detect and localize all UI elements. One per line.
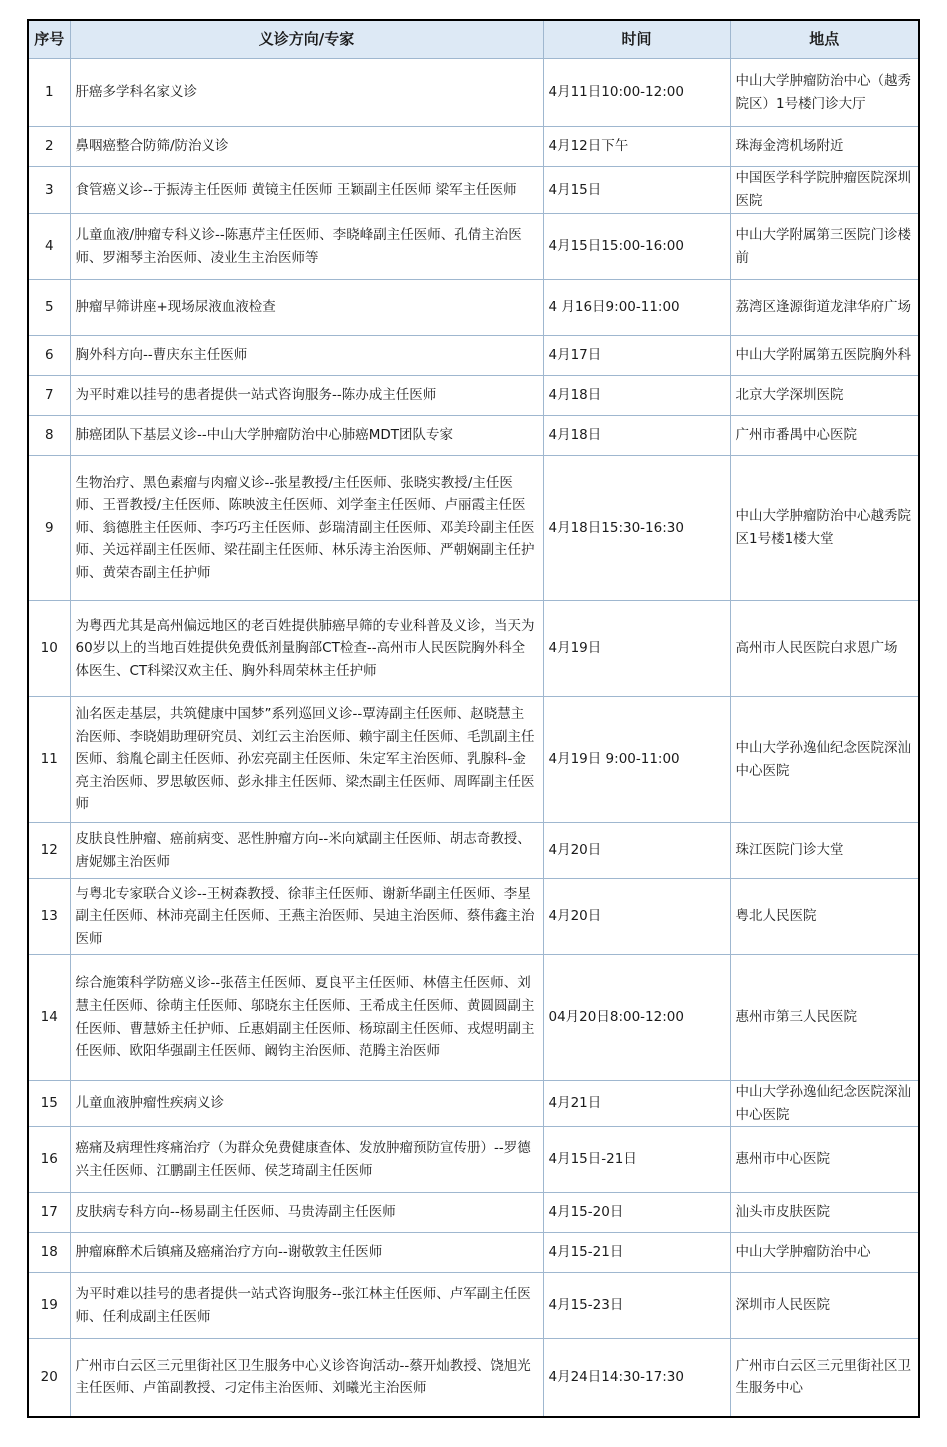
row-direction: 皮肤良性肿瘤、癌前病变、恶性肿瘤方向--米向斌副主任医师、胡志奇教授、唐妮娜主治医师 [70,823,543,879]
row-place: 珠江医院门诊大堂 [730,823,919,879]
row-time: 4月24日14:30-17:30 [543,1339,730,1417]
table-row [28,336,919,376]
row-number: 1 [28,59,70,127]
header-row [28,20,919,59]
row-place: 中山大学肿瘤防治中心越秀院区1号楼1楼大堂 [730,456,919,601]
table-row [28,879,919,955]
row-number: 2 [28,127,70,167]
row-direction: 肺癌团队下基层义诊--中山大学肿瘤防治中心肺癌MDT团队专家 [70,416,543,456]
row-direction: 癌痛及病理性疼痛治疗（为群众免费健康查体、发放肿瘤预防宣传册）--罗德兴主任医师、江鹏副主任医师、侯芝琦副主任医师 [70,1127,543,1193]
row-number: 17 [28,1193,70,1233]
header-no: 序号 [28,20,70,59]
row-direction: 为平时难以挂号的患者提供一站式咨询服务--张江林主任医师、卢军副主任医师、任利成副主任医师 [70,1273,543,1339]
row-direction: 为粤西尤其是高州偏远地区的老百姓提供肺癌早筛的专业科普及义诊，当天为60岁以上的当地百姓提供免费低剂量胸部CT检查--高州市人民医院胸外科全体医生、CT科梁汉欢主任、胸外科周荣林主任护师 [70,601,543,697]
row-direction: 肝癌多学科名家义诊 [70,59,543,127]
table-row [28,376,919,416]
table-row [28,1273,919,1339]
row-direction: 鼻咽癌整合防筛/防治义诊 [70,127,543,167]
row-direction: 广州市白云区三元里街社区卫生服务中心义诊咨询活动--蔡开灿教授、饶旭光主任医师、卢笛副教授、刁定伟主治医师、刘曦光主治医师 [70,1339,543,1417]
row-direction: 肿瘤早筛讲座+现场尿液血液检查 [70,280,543,336]
row-number: 10 [28,601,70,697]
table-row [28,601,919,697]
row-number: 9 [28,456,70,601]
table-row [28,823,919,879]
row-number: 20 [28,1339,70,1417]
row-place: 中山大学肿瘤防治中心（越秀院区）1号楼门诊大厅 [730,59,919,127]
row-number: 13 [28,879,70,955]
row-time: 4月19日 [543,601,730,697]
table-row [28,416,919,456]
row-time: 4月15日-21日 [543,1127,730,1193]
row-number: 5 [28,280,70,336]
row-direction: 汕名医走基层，共筑健康中国梦”系列巡回义诊--覃涛副主任医师、赵晓慧主治医师、李晓娟助理研究员、刘红云主治医师、赖宇副主任医师、毛凯副主任医师、翁胤仑副主任医师、孙宏亮副主任医师、朱定军主治医师、乳腺科-金亮主治医师、罗思敏医师、彭永排主任医师、梁杰副主任医师、周晖副主任医师 [70,697,543,823]
table-body [28,59,919,1417]
row-place: 北京大学深圳医院 [730,376,919,416]
table-header [28,20,919,59]
table-row [28,1127,919,1193]
table-row [28,214,919,280]
row-time: 4 月16日9:00-11:00 [543,280,730,336]
row-number: 3 [28,167,70,214]
row-number: 6 [28,336,70,376]
table-row [28,1339,919,1417]
header-place: 地点 [730,20,919,59]
table-row [28,456,919,601]
row-place: 高州市人民医院白求恩广场 [730,601,919,697]
row-time: 4月18日 [543,416,730,456]
table-row [28,955,919,1081]
table-row [28,1081,919,1127]
schedule-table [27,19,920,1418]
header-direction: 义诊方向/专家 [70,20,543,59]
row-time: 4月19日 9:00-11:00 [543,697,730,823]
row-direction: 综合施策科学防癌义诊--张蓓主任医师、夏良平主任医师、林僖主任医师、刘慧主任医师、徐萌主任医师、邬晓东主任医师、王希成主任医师、黄圆圆副主任医师、曹慧娇主任护师、丘惠娟副主任医师、杨琼副主任医师、戎煜明副主任医师、欧阳华强副主任医师、阚钧主治医师、范腾主治医师 [70,955,543,1081]
row-number: 15 [28,1081,70,1127]
row-place: 中山大学孙逸仙纪念医院深汕中心医院 [730,1081,919,1127]
row-time: 4月15-23日 [543,1273,730,1339]
row-place: 汕头市皮肤医院 [730,1193,919,1233]
row-direction: 生物治疗、黑色素瘤与肉瘤义诊--张星教授/主任医师、张晓实教授/主任医师、王晋教授/主任医师、陈映波主任医师、刘学奎主任医师、卢丽霞主任医师、翁德胜主任医师、李巧巧主任医师、彭瑞清副主任医师、邓美玲副主任医师、关远祥副主任医师、梁茌副主任医师、林乐涛主治医师、严朝娴副主任护师、黄荣杏副主任护师 [70,456,543,601]
row-time: 4月21日 [543,1081,730,1127]
row-place: 荔湾区逢源街道龙津华府广场 [730,280,919,336]
row-time: 4月18日15:30-16:30 [543,456,730,601]
row-place: 中山大学附属第三医院门诊楼前 [730,214,919,280]
row-place: 中国医学科学院肿瘤医院深圳医院 [730,167,919,214]
table-row [28,280,919,336]
row-time: 4月18日 [543,376,730,416]
table-row [28,167,919,214]
row-time: 4月15日 [543,167,730,214]
row-time: 04月20日8:00-12:00 [543,955,730,1081]
header-time: 时间 [543,20,730,59]
row-place: 广州市白云区三元里街社区卫生服务中心 [730,1339,919,1417]
row-time: 4月15-20日 [543,1193,730,1233]
row-place: 深圳市人民医院 [730,1273,919,1339]
row-direction: 胸外科方向--曹庆东主任医师 [70,336,543,376]
row-place: 广州市番禺中心医院 [730,416,919,456]
table-row [28,1193,919,1233]
row-time: 4月15日15:00-16:00 [543,214,730,280]
row-place: 中山大学肿瘤防治中心 [730,1233,919,1273]
row-time: 4月11日10:00-12:00 [543,59,730,127]
table-row [28,127,919,167]
row-place: 珠海金湾机场附近 [730,127,919,167]
row-place: 中山大学孙逸仙纪念医院深汕中心医院 [730,697,919,823]
row-direction: 与粤北专家联合义诊--王树森教授、徐菲主任医师、谢新华副主任医师、李星副主任医师、林沛亮副主任医师、王燕主治医师、吴迪主治医师、蔡伟鑫主治医师 [70,879,543,955]
row-number: 16 [28,1127,70,1193]
row-time: 4月20日 [543,823,730,879]
row-time: 4月20日 [543,879,730,955]
row-place: 粤北人民医院 [730,879,919,955]
row-number: 19 [28,1273,70,1339]
clinic-schedule [27,19,918,1418]
row-number: 14 [28,955,70,1081]
row-place: 惠州市中心医院 [730,1127,919,1193]
row-direction: 皮肤病专科方向--杨易副主任医师、马贵涛副主任医师 [70,1193,543,1233]
row-direction: 儿童血液肿瘤性疾病义诊 [70,1081,543,1127]
row-direction: 儿童血液/肿瘤专科义诊--陈惠芹主任医师、李晓峰副主任医师、孔倩主治医师、罗湘琴主治医师、凌业生主治医师等 [70,214,543,280]
row-number: 11 [28,697,70,823]
row-time: 4月15-21日 [543,1233,730,1273]
row-time: 4月17日 [543,336,730,376]
row-number: 8 [28,416,70,456]
row-direction: 肿瘤麻醉术后镇痛及癌痛治疗方向--谢敬敦主任医师 [70,1233,543,1273]
row-number: 4 [28,214,70,280]
table-row [28,1233,919,1273]
row-place: 惠州市第三人民医院 [730,955,919,1081]
table-row [28,59,919,127]
row-number: 18 [28,1233,70,1273]
row-number: 7 [28,376,70,416]
row-number: 12 [28,823,70,879]
row-place: 中山大学附属第五医院胸外科 [730,336,919,376]
table-row [28,697,919,823]
row-direction: 食管癌义诊--于振涛主任医师 黄镜主任医师 王颖副主任医师 梁军主任医师 [70,167,543,214]
row-time: 4月12日下午 [543,127,730,167]
row-direction: 为平时难以挂号的患者提供一站式咨询服务--陈办成主任医师 [70,376,543,416]
